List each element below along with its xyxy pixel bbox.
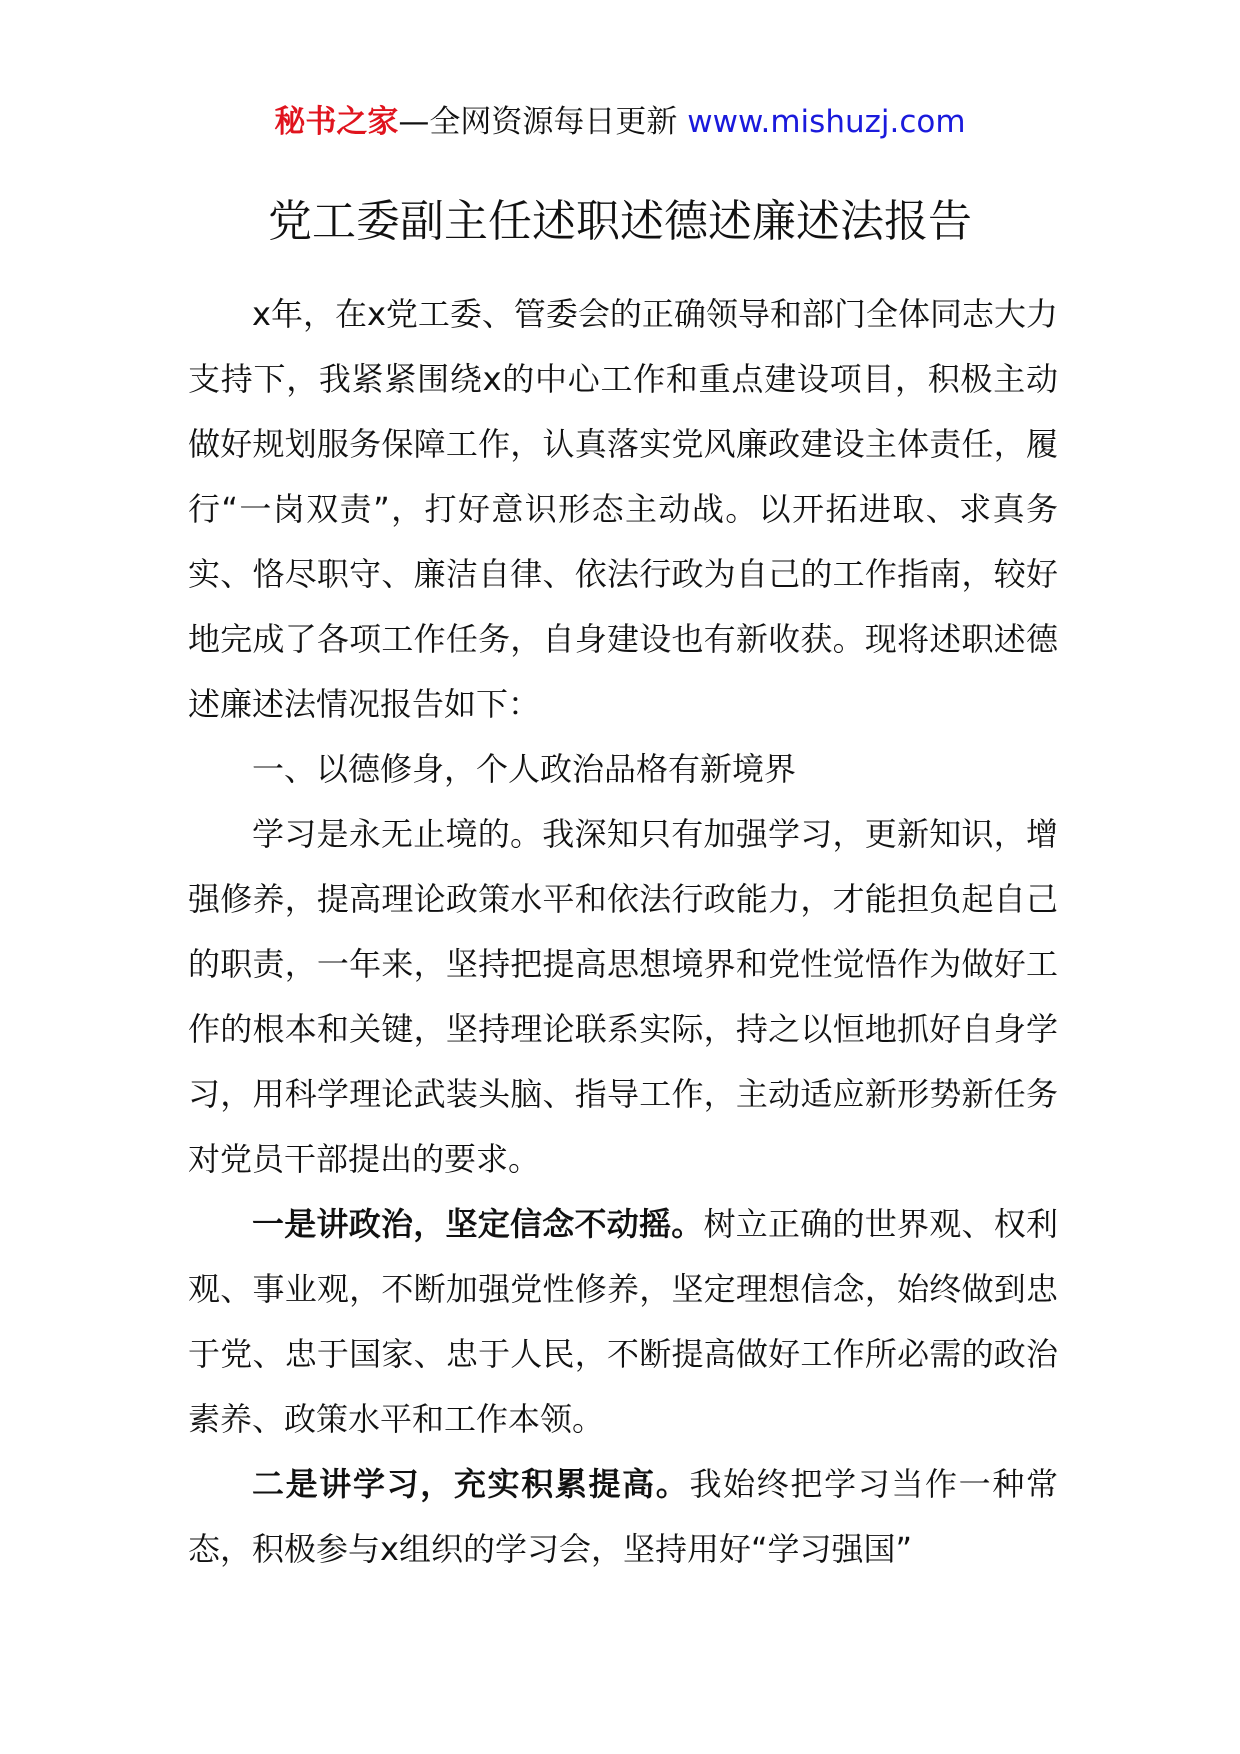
section-paragraph: 学习是永无止境的。我深知只有加强学习，更新知识，增强修养，提高理论政策水平和依法行政能力，才能担负起自己的职责，一年来，坚持把提高思想境界和党性觉悟作为做好工作的根本和关键，坚持理论联系实际，持之以恒地抓好自身学习，用科学理论武装头脑、指导工作，主动适应新形势新任务对党员干部提出的要求。 <box>188 815 1058 1178</box>
document-body <box>188 282 1058 1582</box>
point-text-1: 树立正确的世界观、权利观、事业观，不断加强党性修养，坚定理想信念，始终做到忠于党、忠于国家、忠于人民，不断提高做好工作所必需的政治素养、政策水平和工作本领。 <box>188 1205 1058 1438</box>
document-title: 党工委副主任述职述德述廉述法报告 <box>268 196 972 247</box>
brand-name: 秘书之家 <box>274 104 399 140</box>
site-url-link[interactable]: www.mishuzj.com <box>687 104 966 140</box>
intro-paragraph: x年，在x党工委、管委会的正确领导和部门全体同志大力支持下，我紧紧围绕x的中心工作和重点建设项目，积极主动做好规划服务保障工作，认真落实党风廉政建设主体责任，履行“一岗双责”，打好意识形态主动战。以开拓进取、求真务实、恪尽职守、廉洁自律、依法行政为自己的工作指南，较好地完成了各项工作任务，自身建设也有新收获。现将述职述德述廉述法情况报告如下： <box>188 295 1058 723</box>
point-text-2: 我始终把学习当作一种常态，积极参与x组织的学习会，坚持用好“学习强国” <box>188 1465 1058 1568</box>
header-tagline: —全网资源每日更新 <box>398 104 688 140</box>
point-lead-1: 一是讲政治，坚定信念不动摇。 <box>252 1205 704 1243</box>
section-heading: 一、以德修身，个人政治品格有新境界 <box>252 750 797 788</box>
site-header <box>0 98 1240 146</box>
point-paragraph-2 <box>188 1452 1058 1582</box>
point-paragraph-1 <box>188 1192 1058 1452</box>
point-lead-2: 二是讲学习，充实积累提高。 <box>252 1465 690 1503</box>
